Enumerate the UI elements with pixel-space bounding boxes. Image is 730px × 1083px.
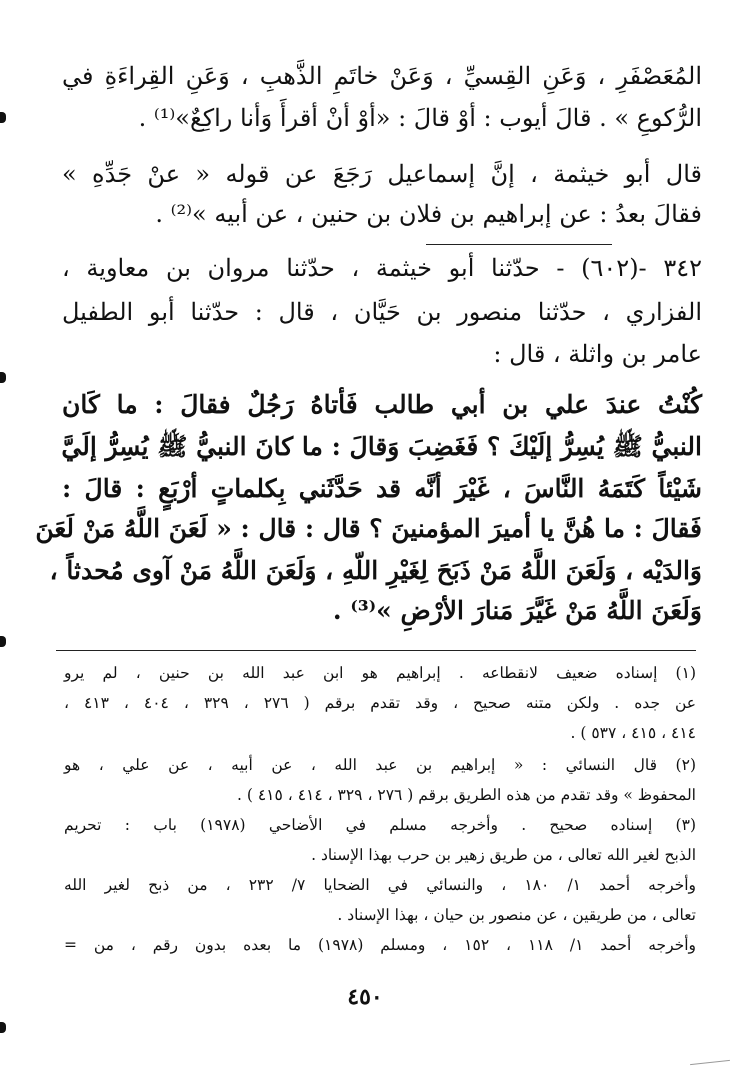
margin-mark xyxy=(0,112,6,123)
footnote-line: وأخرجه أحمد ١/ ١٨٠ ، والنسائي في الضحايا ٧/ ٢٣٢ ، من ذبح لغير الله xyxy=(64,876,696,894)
section-separator xyxy=(426,244,612,245)
hadith-line: النبيُّ ﷺ يُسِرُّ إلَيْكَ ؟ فَغَضِبَ وَقالَ : ما كانَ النبيُّ ﷺ يُسِرُّ إلَيَّ xyxy=(61,432,702,461)
hadith-line: شَيْئاً كَتَمَهُ النَّاسَ ، غَيْرَ أنَّه قد حَدَّثَني بِكلماتٍ أرْبَعٍ : قالَ : xyxy=(62,474,702,503)
hadith-line: فَقالَ : ما هُنَّ يا أميرَ المؤمنينَ ؟ قال : قال : « لَعَنَ اللَّهُ مَنْ لَعَنَ xyxy=(35,514,702,543)
text-line: عامر بن واثلة ، قال : xyxy=(493,340,702,368)
hadith-line: كُنْتُ عندَ علي بن أبي طالب فَأتاهُ رَجُلٌ فقالَ : ما كَان xyxy=(62,390,703,419)
footnote-line: (١) إسناده ضعيف لانقطاعه . إبراهيم هو ابن عبد الله بن حنين ، لم يرو xyxy=(64,664,696,682)
margin-mark xyxy=(0,636,6,647)
hadith-number-line: ٣٤٢ -(٦٠٢) - حدّثنا أبو خيثمة ، حدّثنا مروان بن معاوية ، xyxy=(62,254,702,282)
text-line: الفزاري ، حدّثنا منصور بن حَيَّان ، قال : حدّثنا أبو الطفيل xyxy=(62,298,702,326)
footnote-rule xyxy=(56,650,696,651)
text-line: الرُّكوعِ » . قالَ أيوب : أوْ قالَ : «أوْ أنْ أقرأَ وَأنا راكِعٌ»⁽¹⁾ . xyxy=(138,104,702,132)
footnote-line: ٤١٤ ، ٤١٥ ، ٥٣٧ ) . xyxy=(570,724,696,742)
footnote-line: (٣) إسناده صحيح . وأخرجه مسلم في الأضاحي (١٩٧٨) باب : تحريم xyxy=(64,816,696,834)
hadith-line: وَلَعَنَ اللَّهُ مَنْ غَيَّرَ مَنارَ الأرْضِ »⁽³⁾ . xyxy=(332,596,702,625)
text-line: قال أبو خيثمة ، إنَّ إسماعيل رَجَعَ عن قوله « عنْ جَدِّهِ » xyxy=(62,160,702,188)
text-line: فقالَ بعدُ : عن إبراهيم بن فلان بن حنين ، عن أبيه »⁽²⁾ . xyxy=(155,200,702,228)
hadith-line: وَالدَيْه ، وَلَعَنَ اللَّهُ مَنْ ذَبَحَ لِغَيْرِ اللّهِ ، وَلَعَنَ اللَّهُ مَنْ آوى مُحدثاً ، xyxy=(49,556,702,585)
footnote-line: تعالى ، من طريقين ، عن منصور بن حيان ، بهذا الإسناد . xyxy=(337,906,696,924)
footnote-line: عن جده . ولكن متنه صحيح ، وقد تقدم برقم ( ٢٧٦ ، ٣٢٩ ، ٤٠٤ ، ٤١٣ ، xyxy=(64,694,697,712)
footnote-line: المحفوظ » وقد تقدم من هذه الطريق برقم ( ٢٧٦ ، ٣٢٩ ، ٤١٤ ، ٤١٥ ) . xyxy=(237,786,696,804)
footnote-line: وأخرجه أحمد ١/ ١١٨ ، ١٥٢ ، ومسلم (١٩٧٨) ما بعده بدون رقم ، من = xyxy=(64,936,697,954)
page-number: ٤٥٠ xyxy=(347,984,383,1010)
footnote-line: (٢) قال النسائي : « إبراهيم بن عبد الله ، عن أبيه ، عن علي ، هو xyxy=(64,756,696,774)
scan-mark xyxy=(690,1060,730,1065)
margin-mark xyxy=(0,372,6,383)
margin-mark xyxy=(0,1022,6,1033)
footnote-line: الذبح لغير الله تعالى ، من طريق زهير بن حرب بهذا الإسناد . xyxy=(311,846,696,864)
text-line: المُعَصْفَرِ ، وَعَنِ القِسيِّ ، وَعَنْ خاتَمِ الذَّهبِ ، وَعَنِ القِراءَةِ في xyxy=(62,62,702,90)
